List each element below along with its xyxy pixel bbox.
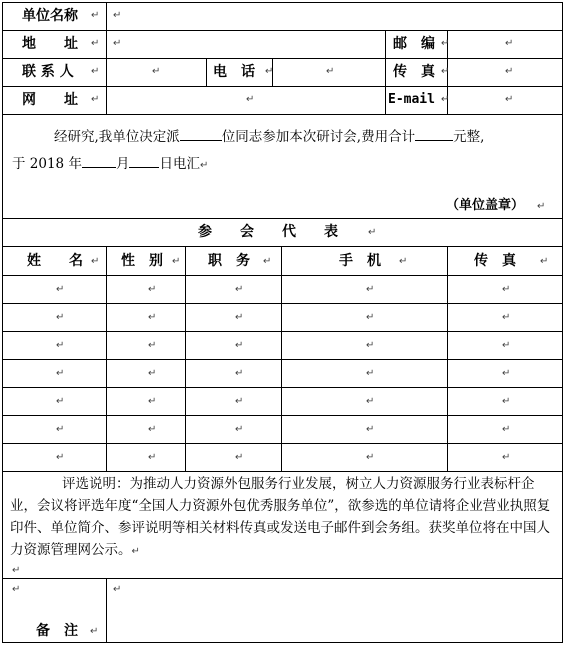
- delegate-cell[interactable]: ↵: [148, 396, 157, 407]
- delegate-cell[interactable]: ↵: [235, 452, 244, 463]
- delegate-cell[interactable]: ↵: [56, 396, 65, 407]
- delegate-cell[interactable]: ↵: [502, 340, 511, 351]
- delegate-cell[interactable]: ↵: [235, 368, 244, 379]
- col-divider: [106, 246, 107, 471]
- delegate-cell[interactable]: ↵: [235, 396, 244, 407]
- delegate-cell[interactable]: ↵: [235, 312, 244, 323]
- delegate-cell[interactable]: ↵: [235, 424, 244, 435]
- delegate-cell[interactable]: ↵: [502, 424, 511, 435]
- delegate-cell[interactable]: ↵: [366, 340, 375, 351]
- delegate-cell[interactable]: ↵: [148, 424, 157, 435]
- phone-label: 电 话: [213, 64, 255, 80]
- delegate-cell[interactable]: ↵: [148, 340, 157, 351]
- delegate-cell[interactable]: ↵: [56, 368, 65, 379]
- col-divider: [106, 578, 107, 643]
- attendee-count-blank[interactable]: [180, 126, 222, 141]
- header-mobile: 手 机: [339, 253, 381, 269]
- postcode-field[interactable]: ↵: [505, 38, 514, 49]
- delegate-cell[interactable]: ↵: [56, 312, 65, 323]
- paragraph-mark: ↵: [91, 94, 100, 105]
- row-divider: [2, 30, 563, 31]
- row-divider: [2, 331, 563, 332]
- paragraph-mark: ↵: [90, 626, 99, 637]
- paragraph-mark: ↵: [263, 256, 272, 267]
- row-divider: [2, 387, 563, 388]
- delegate-cell[interactable]: ↵: [366, 368, 375, 379]
- col-divider: [185, 246, 186, 471]
- delegate-cell[interactable]: ↵: [502, 368, 511, 379]
- col-divider: [281, 246, 282, 471]
- header-name: 姓 名: [27, 253, 83, 269]
- delegate-cell[interactable]: ↵: [148, 312, 157, 323]
- unit-seal-label: （单位盖章）: [446, 198, 525, 213]
- row-divider: [2, 246, 563, 247]
- row-divider: [2, 303, 563, 304]
- delegate-cell[interactable]: ↵: [148, 452, 157, 463]
- remarks-label: 备 注: [36, 623, 78, 639]
- contact-field[interactable]: ↵: [152, 66, 161, 77]
- paragraph-mark: ↵: [537, 201, 546, 212]
- unit-name-label: 单位名称: [22, 8, 78, 24]
- row-divider: [2, 58, 563, 59]
- delegate-cell[interactable]: ↵: [502, 452, 511, 463]
- delegate-cell[interactable]: ↵: [235, 340, 244, 351]
- paragraph-mark: ↵: [91, 38, 100, 49]
- postcode-label: 邮 编: [393, 36, 435, 52]
- row-divider: [2, 443, 563, 444]
- delegate-cell[interactable]: ↵: [148, 368, 157, 379]
- delegate-cell[interactable]: ↵: [366, 284, 375, 295]
- row-divider: [2, 86, 563, 87]
- delegate-cell[interactable]: ↵: [502, 312, 511, 323]
- delegate-cell[interactable]: ↵: [502, 284, 511, 295]
- paragraph-mark: ↵: [12, 565, 21, 576]
- header-fax: 传 真: [474, 253, 516, 269]
- fax-label: 传 真: [393, 64, 435, 80]
- delegate-cell[interactable]: ↵: [366, 312, 375, 323]
- paragraph-mark: ↵: [399, 256, 408, 267]
- col-divider: [206, 58, 207, 86]
- paragraph-mark: ↵: [540, 256, 549, 267]
- evaluation-note: 评选说明：为推动人力资源外包服务行业发展，树立人力资源服务行业表标杆企业，会议将评选年度“全国人力资源外包优秀服务单位”，欲参选的单位请将企业营业执照复印件、单位简介、参评说明等相关材料传真或发送电子邮件到会务组。获奖单位将在中国人力资源管理网公示。↵: [10, 476, 551, 558]
- col-divider: [447, 246, 448, 471]
- phone-field[interactable]: ↵: [326, 66, 335, 77]
- paragraph-mark: ↵: [91, 256, 100, 267]
- paragraph-mark: ↵: [12, 584, 21, 595]
- paragraph-mark: ↵: [441, 38, 450, 49]
- row-divider: [2, 114, 563, 115]
- delegate-cell[interactable]: ↵: [366, 424, 375, 435]
- paragraph-mark: ↵: [91, 10, 100, 21]
- email-field[interactable]: ↵: [505, 94, 514, 105]
- address-label: 地 址: [22, 36, 78, 52]
- delegate-cell[interactable]: ↵: [366, 452, 375, 463]
- paragraph-mark: ↵: [441, 66, 450, 77]
- fax-field[interactable]: ↵: [505, 66, 514, 77]
- row-divider: [2, 471, 563, 472]
- delegate-cell[interactable]: ↵: [56, 424, 65, 435]
- row-divider: [2, 578, 563, 579]
- delegate-cell[interactable]: ↵: [56, 340, 65, 351]
- statement-line-2: 于 2018 年 月 日电汇↵: [12, 153, 208, 172]
- unit-name-field[interactable]: ↵: [113, 10, 122, 21]
- header-position: 职 务: [208, 253, 250, 269]
- address-field[interactable]: ↵: [113, 38, 122, 49]
- month-blank[interactable]: [82, 153, 116, 168]
- header-gender: 性 别: [121, 253, 163, 269]
- paragraph-mark: ↵: [265, 66, 274, 77]
- paragraph-mark: ↵: [172, 256, 181, 267]
- delegate-cell[interactable]: ↵: [56, 452, 65, 463]
- col-divider: [385, 30, 386, 114]
- fee-total-blank[interactable]: [415, 126, 453, 141]
- row-divider: [2, 415, 563, 416]
- day-blank[interactable]: [129, 153, 159, 168]
- paragraph-mark: ↵: [199, 160, 209, 171]
- row-divider: [2, 218, 563, 219]
- delegate-cell[interactable]: ↵: [366, 396, 375, 407]
- contact-label: 联 系 人: [22, 64, 74, 80]
- delegate-cell[interactable]: ↵: [502, 396, 511, 407]
- paragraph-mark: ↵: [131, 546, 140, 557]
- website-field[interactable]: ↵: [246, 94, 255, 105]
- paragraph-mark: ↵: [368, 227, 377, 238]
- delegate-cell[interactable]: ↵: [56, 284, 65, 295]
- delegates-title: 参 会 代 表: [198, 224, 338, 240]
- website-label: 网 址: [22, 92, 78, 108]
- delegate-cell[interactable]: ↵: [235, 284, 244, 295]
- statement-line-1: 经研究,我单位决定派 位同志参加本次研讨会,费用合计 元整,: [54, 126, 484, 145]
- row-divider: [2, 275, 563, 276]
- paragraph-mark: ↵: [91, 66, 100, 77]
- col-divider: [106, 2, 107, 114]
- row-divider: [2, 359, 563, 360]
- delegate-cell[interactable]: ↵: [148, 284, 157, 295]
- paragraph-mark: ↵: [441, 94, 450, 105]
- email-label: E-mail: [388, 92, 435, 107]
- remarks-field[interactable]: ↵: [113, 584, 122, 595]
